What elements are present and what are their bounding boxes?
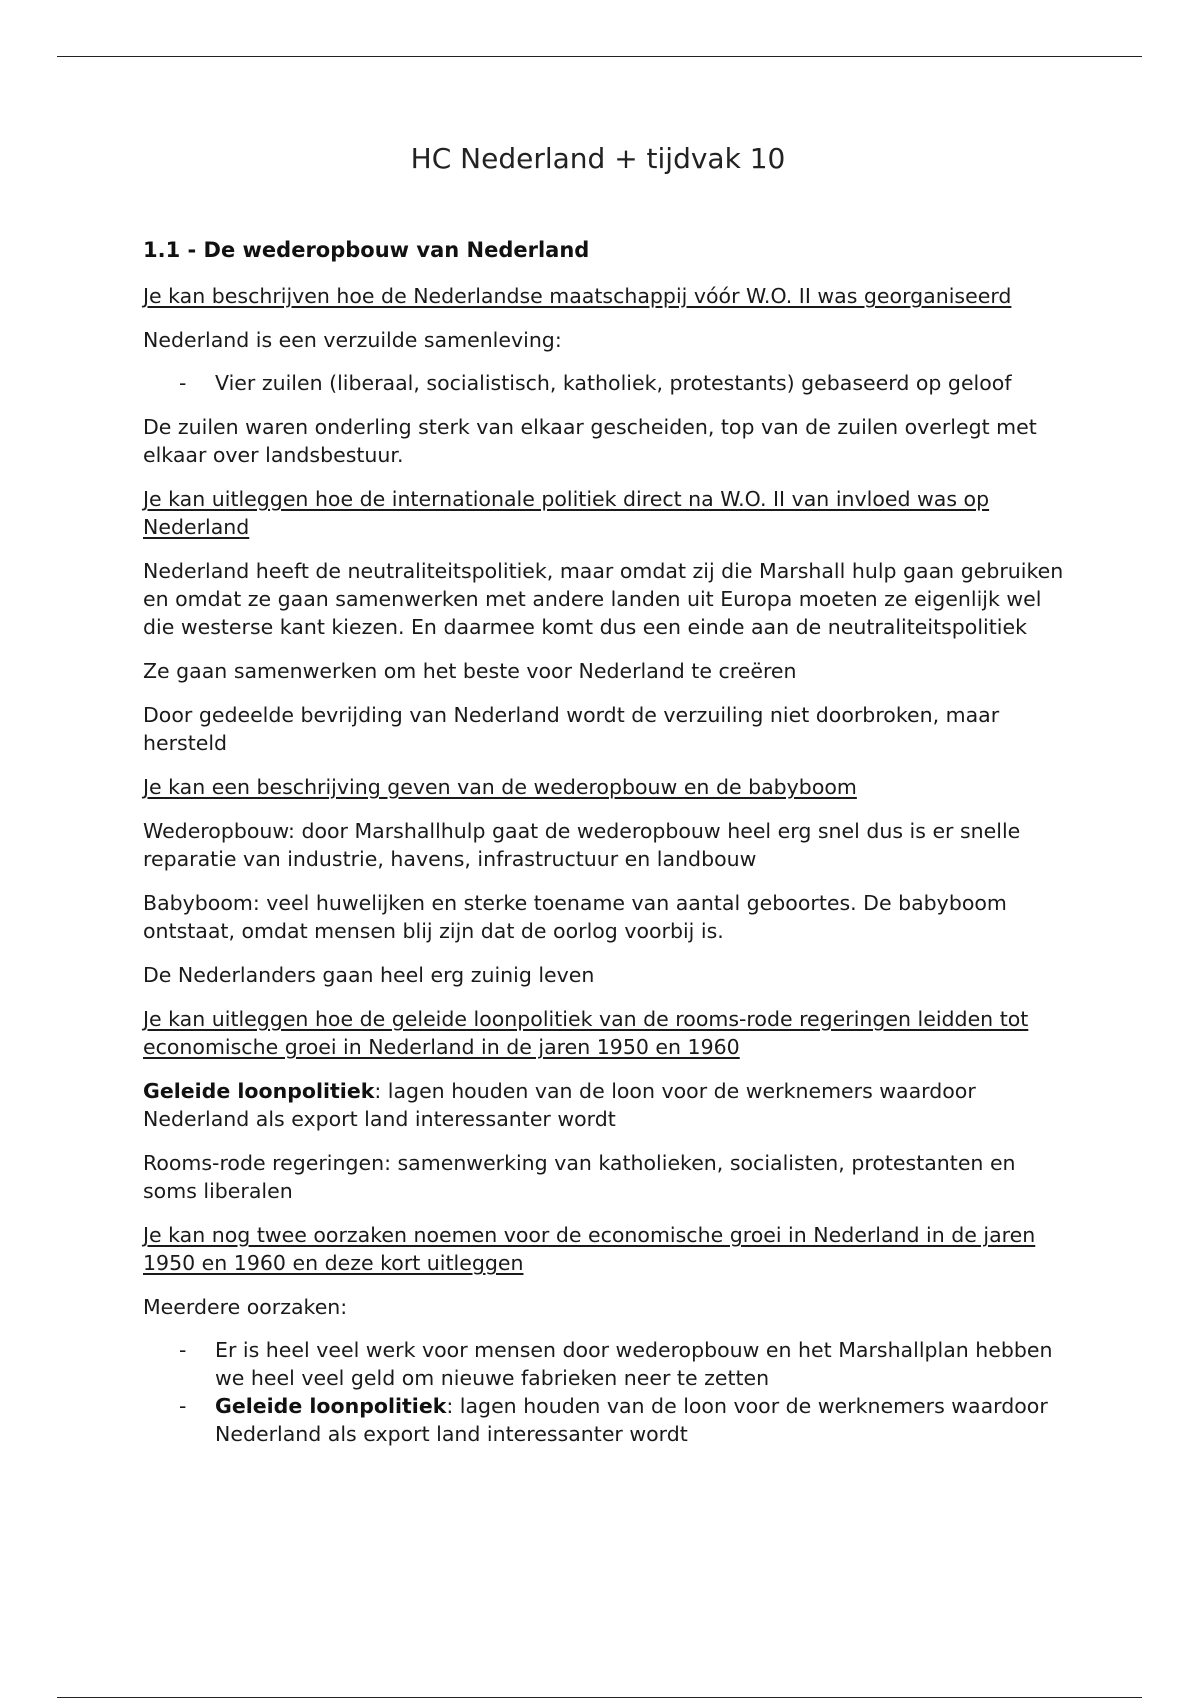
paragraph: Rooms-rode regeringen: samenwerking van katholieken, socialisten, protestanten en soms liberalen (143, 1151, 1016, 1203)
paragraph: Ze gaan samenwerken om het beste voor Nederland te creëren (143, 659, 797, 683)
term-definition: : lagen houden van de loon voor de werknemers waardoor Nederland als export land interessanter wordt (215, 1394, 1048, 1446)
learning-objective: Je kan uitleggen hoe de internationale politiek direct na W.O. II van invloed was op Nederland (143, 487, 990, 539)
section-heading: 1.1 - De wederopbouw van Nederland (143, 238, 590, 262)
paragraph (143, 1077, 1073, 1133)
paragraph: Nederland is een verzuilde samenleving: (143, 328, 562, 352)
paragraph: Nederland heeft de neutraliteitspolitiek, maar omdat zij die Marshall hulp gaan gebruiken en omdat ze gaan samenwerken met andere landen uit Europa moeten ze eigenlijk wel die westerse kant kiezen. En daarmee komt dus een einde aan de neutraliteitspolitiek (143, 559, 1064, 639)
term-definition: : lagen houden van de loon voor de werknemers waardoor Nederland als export land interessanter wordt (143, 1079, 976, 1131)
bullet-list (143, 369, 1073, 397)
paragraph: Door gedeelde bevrijding van Nederland wordt de verzuiling niet doorbroken, maar hersteld (143, 703, 1000, 755)
top-rule (57, 56, 1142, 57)
bold-term: Geleide loonpolitiek (215, 1394, 447, 1418)
learning-objective: Je kan nog twee oorzaken noemen voor de economische groei in Nederland in de jaren 1950 en 1960 en deze kort uitleggen (143, 1223, 1036, 1275)
paragraph: De Nederlanders gaan heel erg zuinig leven (143, 963, 595, 987)
learning-objective: Je kan uitleggen hoe de geleide loonpolitiek van de rooms-rode regeringen leidden tot economische groei in Nederland in de jaren 1950 en 1960 (143, 1007, 1029, 1059)
paragraph: Meerdere oorzaken: (143, 1295, 348, 1319)
list-item: - Er is heel veel werk voor mensen door wederopbouw en het Marshallplan hebben we heel veel geld om nieuwe fabrieken neer te zetten (215, 1336, 1073, 1392)
list-item: - Vier zuilen (liberaal, socialistisch, katholiek, protestants) gebaseerd op geloof (215, 369, 1073, 397)
bold-term: Geleide loonpolitiek (143, 1079, 375, 1103)
paragraph: Wederopbouw: door Marshallhulp gaat de wederopbouw heel erg snel dus is er snelle reparatie van industrie, havens, infrastructuur en landbouw (143, 819, 1021, 871)
bullet-list (143, 1336, 1073, 1448)
learning-objective: Je kan een beschrijving geven van de wederopbouw en de babyboom (143, 775, 857, 799)
bottom-rule (57, 1697, 1142, 1698)
list-item (215, 1392, 1073, 1448)
section-content (143, 282, 1073, 1464)
paragraph: Babyboom: veel huwelijken en sterke toename van aantal geboortes. De babyboom ontstaat, omdat mensen blij zijn dat de oorlog voorbij is. (143, 891, 1007, 943)
learning-objective: Je kan beschrijven hoe de Nederlandse maatschappij vóór W.O. II was georganiseerd (143, 284, 1012, 308)
paragraph: De zuilen waren onderling sterk van elkaar gescheiden, top van de zuilen overlegt met elkaar over landsbestuur. (143, 415, 1037, 467)
document-title: HC Nederland + tijdvak 10 (410, 142, 786, 175)
